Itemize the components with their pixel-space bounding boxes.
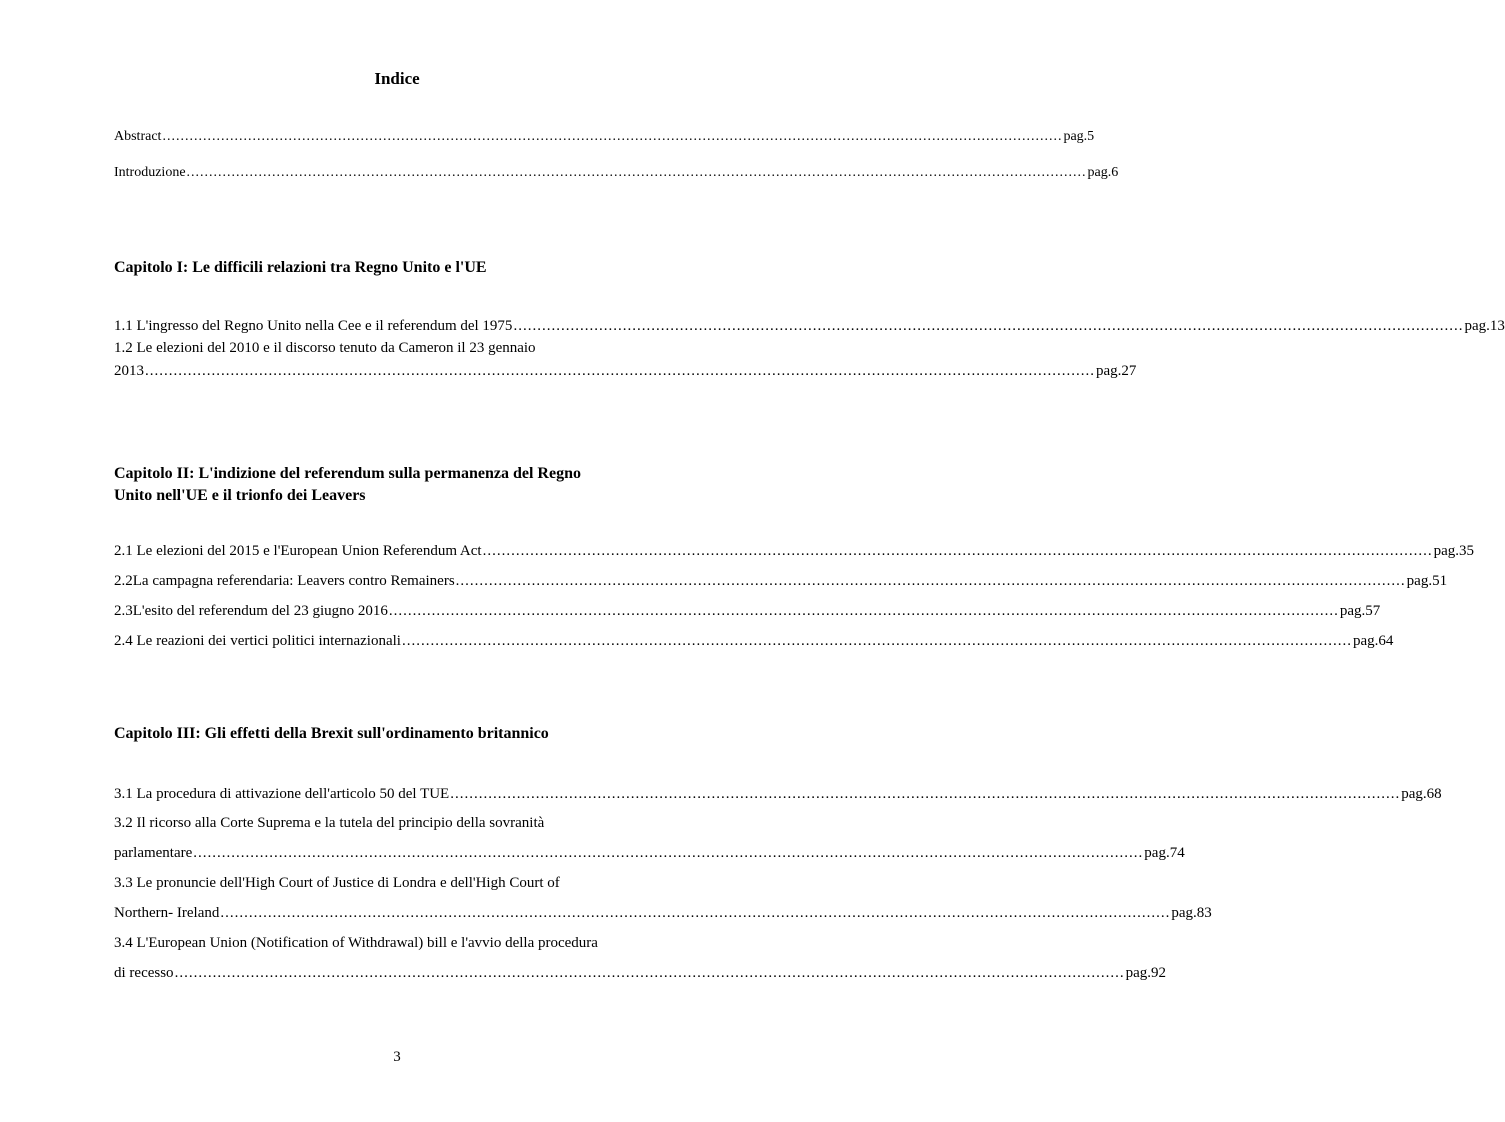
dot-leader: ........................................................................................................................................................................................................ (388, 603, 1339, 619)
toc-entry-2-1 (114, 541, 1475, 561)
chapter-1-heading: Capitolo I: Le difficili relazioni tra Regno Unito e l'UE (114, 259, 487, 276)
toc-entry-3-3-line1: 3.3 Le pronuncie dell'High Court of Justice di Londra e dell'High Court of (114, 875, 560, 891)
toc-entry-page: pag.35 (1433, 543, 1475, 559)
toc-entry-abstract (114, 127, 1095, 147)
toc-entry-2-4 (114, 631, 1394, 651)
toc-entry-page: pag.13 (1464, 318, 1505, 334)
toc-entry-label: 2.4 Le reazioni dei vertici politici internazionali (114, 633, 401, 649)
dot-leader: ........................................................................................................................................................................................................ (174, 965, 1125, 981)
toc-entry-label: 2013 (114, 363, 144, 379)
toc-entry-page: pag.27 (1096, 363, 1137, 379)
toc-entry-label: di recesso (114, 965, 174, 981)
toc-entry-page: pag.74 (1144, 845, 1185, 861)
chapter-2-heading (114, 463, 680, 507)
dot-leader: ........................................................................................................................................................................................................ (220, 905, 1171, 921)
toc-entry-label: Introduzione (114, 165, 186, 180)
chapter-3-heading: Capitolo III: Gli effetti della Brexit sull'ordinamento britannico (114, 725, 549, 742)
toc-entry-2-3 (114, 601, 1381, 621)
dot-leader: ........................................................................................................................................................................................................ (455, 573, 1406, 589)
toc-title: Indice (374, 69, 420, 88)
toc-entry-2-2 (114, 571, 1448, 591)
toc-entry-label: 3.1 La procedura di attivazione dell'articolo 50 del TUE (114, 786, 450, 802)
dot-leader: ........................................................................................................................................................................................................ (145, 363, 1095, 379)
toc-entry-1-2 (114, 361, 1137, 381)
dot-leader: ........................................................................................................................................................................................................ (162, 129, 1063, 144)
toc-entry-3-3 (114, 903, 1212, 923)
toc-entry-page: pag.68 (1401, 786, 1442, 802)
page-number: 3 (393, 1049, 401, 1065)
toc-entry-page: pag.5 (1063, 129, 1095, 144)
toc-entry-label: Abstract (114, 129, 162, 144)
toc-entry-introduzione (114, 163, 1119, 183)
toc-entry-3-4-line1: 3.4 L'European Union (Notification of Withdrawal) bill e l'avvio della procedura (114, 935, 598, 951)
chapter-2-heading-line2: Unito nell'UE e il trionfo dei Leavers (114, 487, 366, 504)
toc-entry-label: 1.1 L'ingresso del Regno Unito nella Cee e il referendum del 1975 (114, 318, 513, 334)
toc-entry-page: pag.83 (1171, 905, 1212, 921)
dot-leader: ........................................................................................................................................................................................................ (482, 543, 1433, 559)
toc-entry-page: pag.57 (1339, 603, 1381, 619)
toc-entry-3-2-line1: 3.2 Il ricorso alla Corte Suprema e la tutela del principio della sovranità (114, 815, 545, 831)
dot-leader: ........................................................................................................................................................................................................ (513, 318, 1464, 334)
toc-entry-page: pag.6 (1087, 165, 1119, 180)
toc-entry-3-1 (114, 784, 1442, 804)
toc-entry-page: pag.64 (1352, 633, 1394, 649)
toc-entry-label: parlamentare (114, 845, 193, 861)
dot-leader: ........................................................................................................................................................................................................ (193, 845, 1144, 861)
dot-leader: ........................................................................................................................................................................................................ (401, 633, 1352, 649)
toc-entry-1-1 (114, 316, 1505, 336)
chapter-2-heading-line1: Capitolo II: L'indizione del referendum sulla permanenza del Regno (114, 465, 581, 482)
toc-entry-1-2-line1: 1.2 Le elezioni del 2010 e il discorso tenuto da Cameron il 23 gennaio (114, 340, 536, 356)
toc-entry-page: pag.92 (1125, 965, 1166, 981)
toc-entry-3-4 (114, 963, 1166, 983)
toc-entry-page: pag.51 (1406, 573, 1448, 589)
toc-entry-label: Northern- Ireland (114, 905, 220, 921)
toc-entry-3-2 (114, 843, 1185, 863)
dot-leader: ........................................................................................................................................................................................................ (186, 165, 1087, 180)
toc-entry-label: 2.2La campagna referendaria: Leavers contro Remainers (114, 573, 455, 589)
dot-leader: ........................................................................................................................................................................................................ (450, 786, 1401, 802)
toc-entry-label: 2.1 Le elezioni del 2015 e l'European Union Referendum Act (114, 543, 482, 559)
toc-entry-label: 2.3L'esito del referendum del 23 giugno 2016 (114, 603, 388, 619)
